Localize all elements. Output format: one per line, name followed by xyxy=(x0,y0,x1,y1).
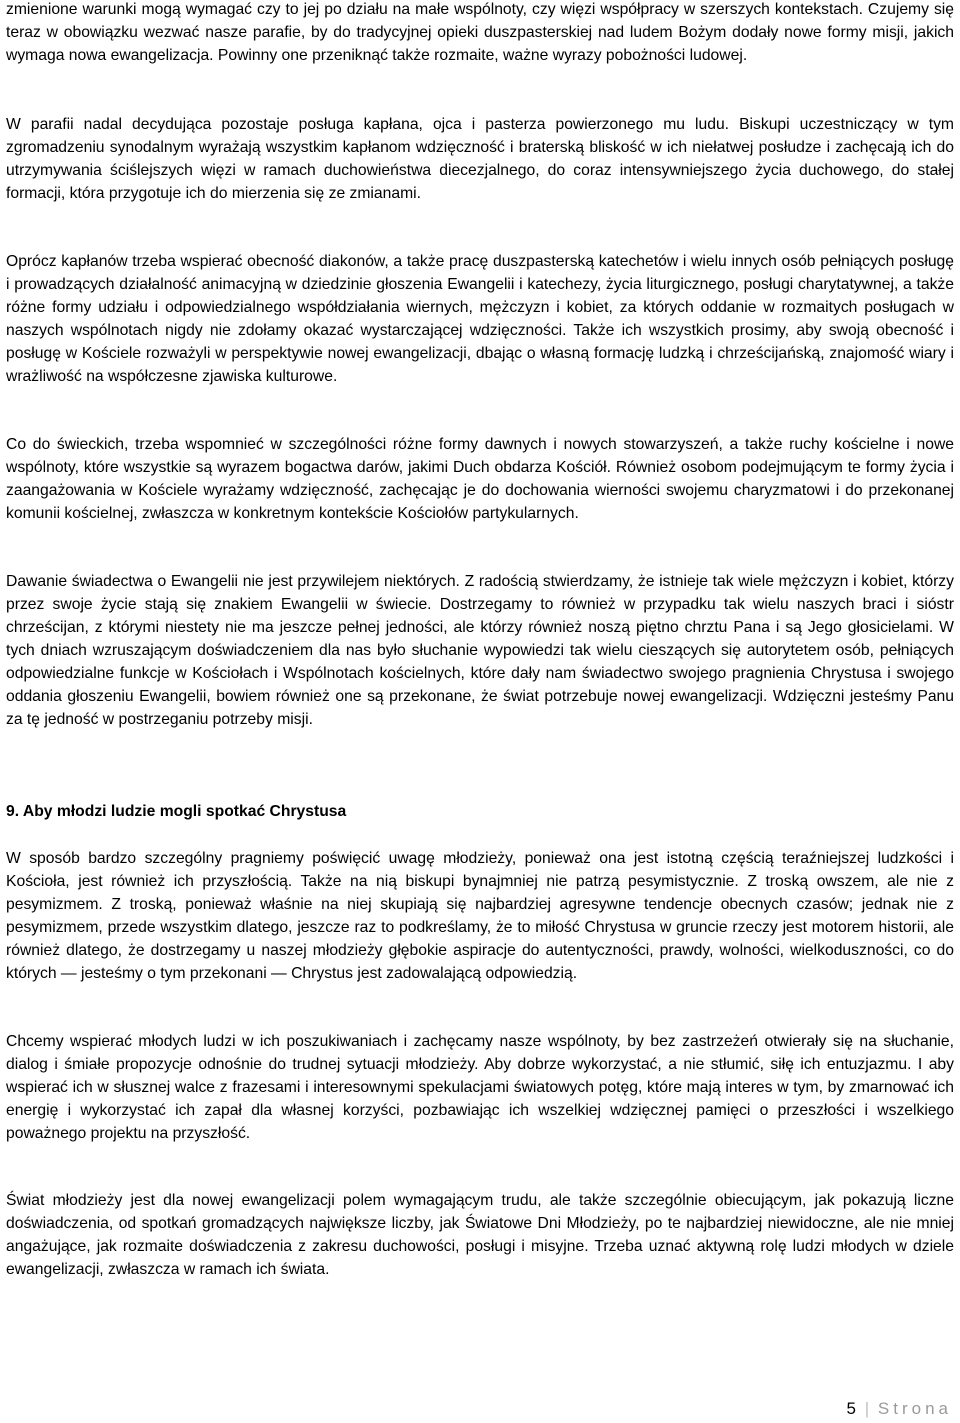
section-paragraph-3: Świat młodzieży jest dla nowej ewangelizacji polem wymagającym trudu, ale także szczególnie obiecującym, jak pokazują liczne doświadczenia, od spotkań gromadzących największe liczby, jak Światowe Dni Młodzieży, po te najbardziej niewidoczne, ale nie mniej angażujące, jak rozmaite doświadczenia z zakresu duchowości, posługi i misyjne. Trzeba uznać aktywną rolę ludzi młodych w dziele ewangelizacji, zwłaszcza w ramach ich świata. xyxy=(6,1192,954,1278)
section-paragraph-2: Chcemy wspierać młodych ludzi w ich poszukiwaniach i zachęcamy nasze wspólnoty, by bez zastrzeżeń otwierały się na słuchanie, dialog i śmiałe propozycje odnośnie do trudnej sytuacji młodzieży. Aby dobrze wykorzystać, a nie stłumić, siłę ich entuzjazmu. I aby wspierać ich w słusznej walce z frazesami i interesownymi spekulacjami światowych potęg, które mają interes w tym, by zmarnować ich energię i wykorzystać ich zapał dla własnej korzyści, pozbawiając ich wszelkiej wdzięcznej pamięci o przeszłości i wszelkiego poważnego projektu na przyszłość. xyxy=(6,1033,954,1142)
footer-label: Strona xyxy=(877,1399,952,1418)
section-heading: 9. Aby młodzi ludzie mogli spotkać Chrystusa xyxy=(6,803,347,820)
paragraph-2: W parafii nadal decydująca pozostaje posługa kapłana, ojca i pasterza powierzonego mu ludu. Biskupi uczestniczący w tym zgromadzeniu synodalnym wyrażają wszystkim kapłanom wdzięczność i braterską bliskość w ich niełatwej posłudze i zachęcają ich do utrzymywania ściślejszych więzi w ramach duchowieństwa diecezjalnego, do coraz intensywniejszego życia duchowego, do stałej formacji, która przygotuje ich do mierzenia się ze zmianami. xyxy=(6,116,954,202)
paragraph-3: Oprócz kapłanów trzeba wspierać obecność diakonów, a także pracę duszpasterską katechetów i wielu innych osób pełniących posługę i prowadzących działalność animacyjną w dziedzinie głoszenia Ewangelii i katechezy, życia liturgicznego, posługi charytatywnej, a także różne formy udziału i odpowiedzialnego współdziałania wiernych, mężczyzn i kobiet, za których oddanie w rozmaitych posługach w naszych wspólnotach nigdy nie zdołamy okazać wystarczającej wdzięczności. Także ich wszystkich prosimy, aby swoją obecność i posługę w Kościele rozważyli w perspektywie nowej ewangelizacji, dbając o własną formację ludzką i chrześcijańską, znajomość wiary i wrażliwość na współczesne zjawiska kulturowe. xyxy=(6,253,954,385)
paragraph-4: Co do świeckich, trzeba wspomnieć w szczególności różne formy dawnych i nowych stowarzyszeń, a także ruchy kościelne i nowe wspólnoty, które wszystkie są wyrazem bogactwa darów, jakimi Duch obdarza Kościół. Również osobom podejmującym te formy życia i zaangażowania w Kościele wyrażamy wdzięczność, zachęcając je do dochowania wierności swojemu charyzmatowi i do przekonanej komunii kościelnej, zwłaszcza w konkretnym kontekście Kościołów partykularnych. xyxy=(6,436,954,522)
page-number: 5 xyxy=(846,1399,857,1418)
section-paragraph-1: W sposób bardzo szczególny pragniemy poświęcić uwagę młodzieży, ponieważ ona jest istotną częścią teraźniejszej ludzkości i Kościoła, jest również ich przyszłością. Także na nią biskupi bynajmniej nie patrzą pesymistycznie. Z troską owszem, ale nie z pesymizmem. Z troską, ponieważ właśnie na niej skupiają się najbardziej agresywne tendencje obecnych czasów; jednak nie z pesymizmem, przede wszystkim dlatego, jeszcze raz to podkreślamy, że to miłość Chrystusa w gruncie rzeczy jest motorem historii, ale również dlatego, że dostrzegamy u naszej młodzieży głębokie aspiracje do autentyczności, prawdy, wolności, wielkoduszności, co do których — jesteśmy o tym przekonani — Chrystus jest zadowalającą odpowiedzią. xyxy=(6,850,954,982)
paragraph-5: Dawanie świadectwa o Ewangelii nie jest przywilejem niektórych. Z radością stwierdzamy, że istnieje tak wiele mężczyzn i kobiet, którzy przez swoje życie stają się znakiem Ewangelii w świecie. Dostrzegamy to również w przypadku tak wielu naszych braci i sióstr chrześcijan, z którymi niestety nie ma jeszcze pełnej jedności, ale którzy również noszą piętno chrztu Pana i są Jego głosicielami. W tych dniach wzruszającym doświadczeniem dla nas było słuchanie wypowiedzi tak wielu cieszących się autorytetem osób, pełniących odpowiedzialne funkcje w Kościołach i Wspólnotach kościelnych, które dały nam świadectwo swojego pragnienia Chrystusa i swojego oddania głoszeniu Ewangelii, bowiem również one są przekonane, że świat potrzebuje nowej ewangelizacji. Wdzięczni jesteśmy Panu za tę jedność w postrzeganiu potrzeby misji. xyxy=(6,573,954,728)
footer-separator: | xyxy=(864,1399,870,1418)
paragraph-1: zmienione warunki mogą wymagać czy to jej po działu na małe wspólnoty, czy więzi współpracy w szerszych kontekstach. Czujemy się teraz w obowiązku wezwać nasze parafie, by do tradycyjnej opieki duszpasterskiej nad ludem Bożym dodały nowe formy misji, jakich wymaga nowa ewangelizacja. Powinny one przeniknąć także rozmaite, ważne wyrazy pobożności ludowej. xyxy=(6,1,954,64)
page-footer xyxy=(847,1397,952,1421)
